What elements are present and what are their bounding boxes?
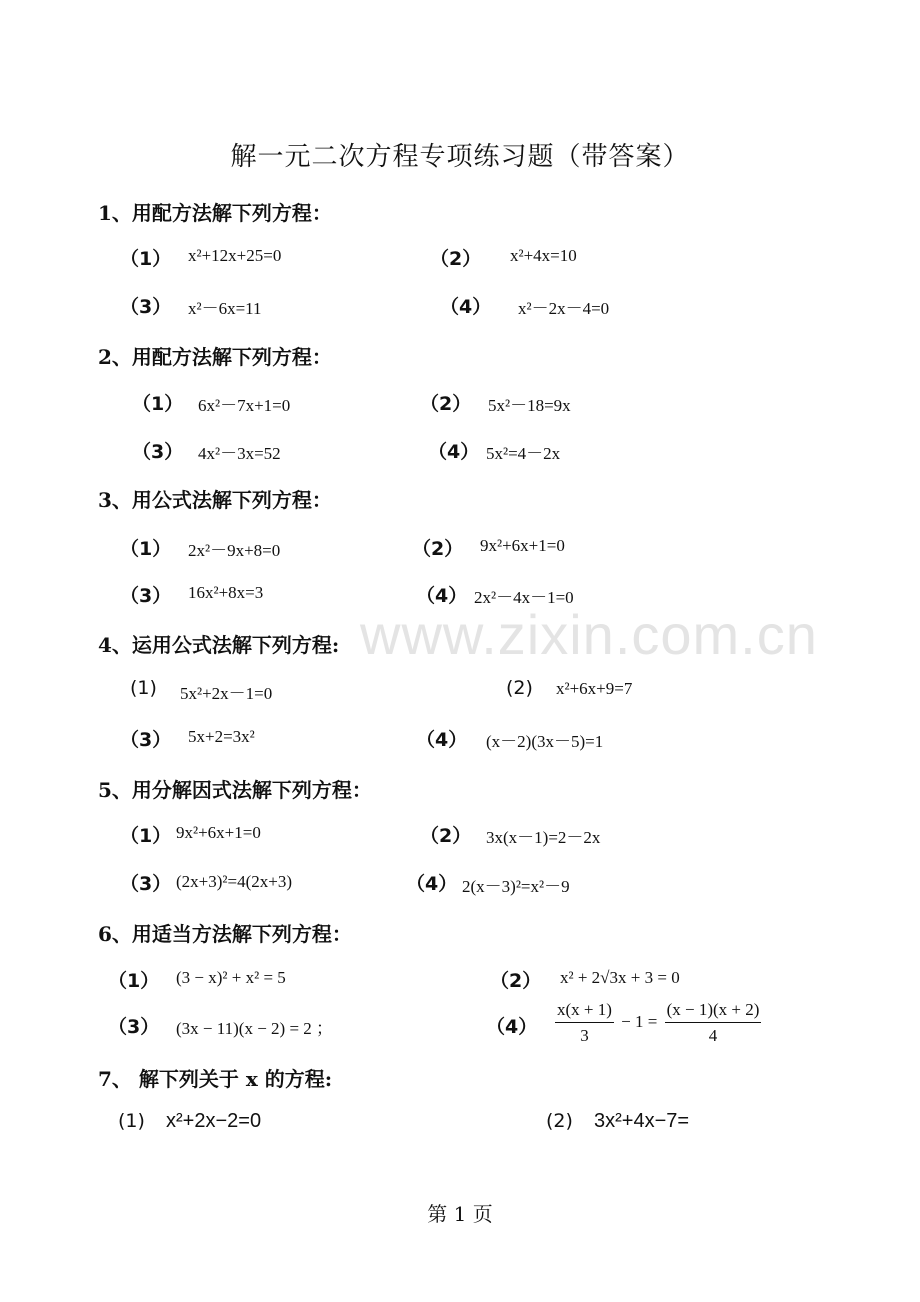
problem-number: (1) [118, 1110, 145, 1132]
equation: 16x²+8x=3 [188, 583, 264, 602]
fraction-left [555, 1000, 614, 1046]
equation: x²+2x−2=0 [166, 1110, 262, 1132]
fraction-right-numerator: (x − 1)(x + 2) [665, 1000, 762, 1023]
equation: (3 − x)² + x² = 5 [176, 968, 286, 987]
equation: x²+4x=10 [510, 246, 577, 265]
problem-number: （4） [416, 585, 468, 607]
equation: x² + 2√3x + 3 = 0 [560, 968, 680, 987]
section-3-heading: 3、用公式法解下列方程： [98, 488, 332, 512]
problem-number: （4） [416, 729, 468, 751]
page-number: 第 1 页 [427, 1202, 493, 1226]
problem-number: （4） [486, 1016, 538, 1038]
fraction-left-numerator: x(x + 1) [555, 1000, 614, 1023]
equation: 2x²－4x－1=0 [474, 588, 574, 607]
problem-number: （3） [120, 873, 172, 895]
section-4-heading: 4、运用公式法解下列方程: [98, 633, 340, 657]
equation: (2x+3)²=4(2x+3) [176, 872, 293, 891]
section-7-heading: 7、 解下列关于 x 的方程: [98, 1067, 333, 1091]
equation: 5x²－18=9x [488, 396, 571, 415]
equation: 2(x－3)²=x²－9 [462, 877, 570, 896]
equation: 6x²－7x+1=0 [198, 396, 291, 415]
problem-number: （3） [132, 441, 184, 463]
equation: 3x(x－1)=2－2x [486, 828, 601, 847]
equation: x²+12x+25=0 [188, 246, 282, 265]
section-2-heading: 2、用配方法解下列方程： [98, 345, 332, 369]
problem-number: (2) [546, 1110, 573, 1132]
problem-number: （1） [120, 538, 172, 560]
page-title: 解一元二次方程专项练习题（带答案） [230, 142, 690, 172]
problem-number: （2） [490, 970, 542, 992]
equation: 3x²+4x−7= [594, 1110, 690, 1132]
problem-number: (2) [506, 677, 533, 699]
equation: 2x²－9x+8=0 [188, 541, 281, 560]
equation: (3x − 11)(x − 2) = 2 ； [176, 1019, 334, 1038]
equation: 5x²=4－2x [486, 444, 561, 463]
equation: x²－6x=11 [188, 299, 262, 318]
equation: 9x²+6x+1=0 [480, 536, 565, 555]
problem-number: （2） [420, 393, 472, 415]
problem-number: （3） [120, 729, 172, 751]
problem-number: （4） [428, 441, 480, 463]
section-5-heading: 5、用分解因式法解下列方程： [98, 778, 372, 802]
equation: x²+6x+9=7 [556, 679, 633, 698]
equation: 9x²+6x+1=0 [176, 823, 261, 842]
equation: 5x+2=3x² [188, 727, 255, 746]
section-6-heading: 6、用适当方法解下列方程： [98, 922, 352, 946]
problem-number: （1） [120, 248, 172, 270]
fraction-right-denominator: 4 [708, 1026, 718, 1045]
watermark: www.zixin.com.cn [360, 603, 818, 666]
equation: 4x²－3x=52 [198, 444, 281, 463]
equation: x²－2x－4=0 [518, 299, 610, 318]
problem-number: （1） [132, 393, 184, 415]
fraction-left-denominator: 3 [580, 1026, 589, 1045]
problem-number: (1) [130, 677, 157, 699]
problem-number: （3） [120, 296, 172, 318]
problem-number: （3） [120, 585, 172, 607]
section-1-heading: 1、用配方法解下列方程： [98, 201, 332, 225]
problem-number: （1） [108, 970, 160, 992]
fraction-equation [552, 1000, 764, 1046]
problem-number: （2） [420, 825, 472, 847]
equation: 5x²+2x－1=0 [180, 684, 273, 703]
problem-number: （2） [430, 248, 482, 270]
equation-middle: − 1 = [621, 1011, 658, 1031]
problem-number: （3） [108, 1016, 160, 1038]
problem-number: （1） [120, 825, 172, 847]
problem-number: （2） [412, 538, 464, 560]
fraction-right [665, 1000, 762, 1046]
equation: (x－2)(3x－5)=1 [486, 732, 604, 751]
problem-number: （4） [440, 296, 492, 318]
problem-number: （4） [406, 873, 458, 895]
